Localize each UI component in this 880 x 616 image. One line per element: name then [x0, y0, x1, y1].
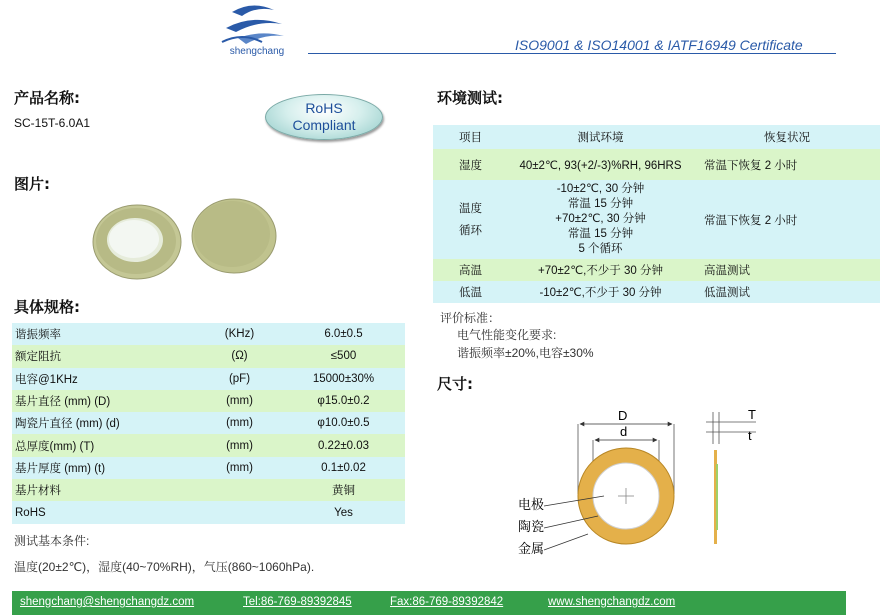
env-cond-line: -10±2℃, 30 分钟	[556, 183, 645, 195]
test-conditions: 温度(20±2℃)，湿度(40~70%RH)，气压(860~1060hPa).	[14, 560, 315, 574]
footer-bar	[12, 591, 846, 615]
env-recovery: 高温测试	[704, 265, 750, 277]
table-row	[433, 149, 880, 180]
footer-email[interactable]: shengchang@shengchangdz.com	[20, 596, 195, 608]
spec-name: 基片厚度 (mm) (t)	[15, 462, 106, 475]
footer-website[interactable]: www.shengchangdz.com	[548, 596, 676, 608]
picture-heading: 图片:	[14, 175, 50, 193]
footer-fax: Fax:86-769-89392842	[390, 596, 504, 608]
spec-name: RoHS	[15, 506, 46, 519]
spec-value: φ15.0±0.2	[317, 395, 370, 408]
spec-value: 6.0±0.5	[324, 328, 363, 341]
label-ceramic: 陶瓷	[518, 520, 545, 535]
spec-unit: (mm)	[226, 461, 253, 474]
env-item-line: 温度	[459, 202, 482, 215]
table-row	[433, 281, 880, 303]
eval-detail: 谐振频率±20%,电容±30%	[457, 346, 594, 360]
env-condition	[503, 180, 698, 259]
spec-unit: (pF)	[228, 372, 251, 385]
label-t: t	[748, 428, 752, 443]
table-row	[433, 180, 880, 259]
spec-name: 总厚度(mm) (T)	[15, 440, 95, 453]
env-recovery: 常温下恢复 2 小时	[704, 159, 798, 172]
dimension-drawing	[500, 404, 780, 574]
spec-value: 黄铜	[332, 485, 355, 498]
product-name-heading: 产品名称:	[14, 89, 80, 107]
spec-name: 谐振频率	[15, 329, 61, 342]
label-d: d	[620, 424, 628, 439]
env-item: 湿度	[459, 159, 482, 172]
spec-value: 0.1±0.02	[321, 461, 366, 474]
header-divider	[308, 53, 836, 54]
table-row	[12, 390, 405, 412]
spec-name: 额定阻抗	[15, 351, 61, 364]
eval-title: 评价标准：	[440, 311, 501, 325]
company-logo	[212, 2, 302, 58]
specs-heading: 具体规格:	[14, 298, 80, 316]
label-T: T	[748, 407, 756, 422]
env-item	[433, 180, 503, 259]
env-cond-line: 5 个循环	[578, 243, 623, 255]
env-cond-line: 常温 15 分钟	[567, 198, 634, 210]
footer-tel: Tel:86-769-89392845	[243, 596, 352, 608]
env-item: 高温	[459, 265, 482, 277]
label-D: D	[618, 408, 628, 423]
spec-unit	[197, 479, 282, 501]
spec-value: φ10.0±0.5	[317, 417, 370, 430]
table-row	[433, 125, 880, 149]
spec-unit: (mm)	[226, 417, 253, 430]
spec-name: 陶瓷片直径 (mm) (d)	[15, 418, 120, 431]
spec-name: 基片材料	[15, 485, 61, 498]
env-header-recovery: 恢复状况	[764, 132, 810, 144]
env-condition: -10±2℃,不少于 30 分钟	[539, 287, 662, 299]
rohs-line2: Compliant	[292, 117, 356, 133]
label-electrode: 电极	[518, 498, 545, 513]
rohs-line1: RoHS	[305, 100, 343, 116]
env-item-line: 循环	[459, 224, 482, 237]
test-conditions-title: 测试基本条件:	[14, 534, 90, 548]
spec-name: 电容@1KHz	[15, 373, 78, 386]
env-condition: 40±2℃, 93(+2/-3)%RH, 96HRS	[519, 159, 682, 172]
env-heading: 环境测试:	[437, 89, 503, 107]
spec-unit: (mm)	[226, 439, 253, 452]
env-header-env: 测试环境	[577, 132, 624, 144]
spec-unit	[197, 501, 282, 523]
table-row	[12, 434, 405, 456]
certificate-text: ISO9001 & ISO14001 & IATF16949 Certificate	[515, 37, 803, 53]
env-recovery: 低温测试	[704, 287, 750, 299]
table-row	[12, 501, 405, 523]
env-condition: +70±2℃,不少于 30 分钟	[537, 265, 663, 277]
env-table	[433, 125, 880, 303]
specs-table	[12, 323, 405, 524]
env-item: 低温	[459, 287, 482, 299]
rohs-badge	[265, 94, 383, 140]
product-photo	[92, 198, 292, 292]
table-row	[12, 323, 405, 345]
spec-unit: (KHz)	[224, 328, 255, 341]
table-row	[12, 457, 405, 479]
spec-value: 0.22±0.03	[317, 439, 370, 452]
spec-value: Yes	[334, 506, 353, 519]
table-row	[433, 259, 880, 281]
spec-name: 基片直径 (mm) (D)	[15, 396, 111, 409]
spec-unit: (mm)	[226, 395, 253, 408]
dimension-heading: 尺寸:	[437, 375, 473, 393]
env-header-item: 项目	[459, 132, 482, 144]
spec-value: ≤500	[330, 350, 357, 363]
product-model: SC-15T-6.0A1	[14, 116, 91, 130]
table-row	[12, 345, 405, 367]
table-row	[12, 412, 405, 434]
eval-sub: 电气性能变化要求:	[457, 328, 557, 342]
label-metal: 金属	[518, 542, 545, 557]
env-recovery: 常温下恢复 2 小时	[704, 214, 798, 227]
env-cond-line: +70±2℃, 30 分钟	[555, 213, 646, 225]
env-cond-line: 常温 15 分钟	[567, 228, 634, 240]
logo-text: shengchang	[229, 46, 285, 57]
table-row	[12, 368, 405, 390]
spec-unit: (Ω)	[231, 350, 248, 363]
table-row	[12, 479, 405, 501]
spec-value: 15000±30%	[312, 372, 375, 385]
